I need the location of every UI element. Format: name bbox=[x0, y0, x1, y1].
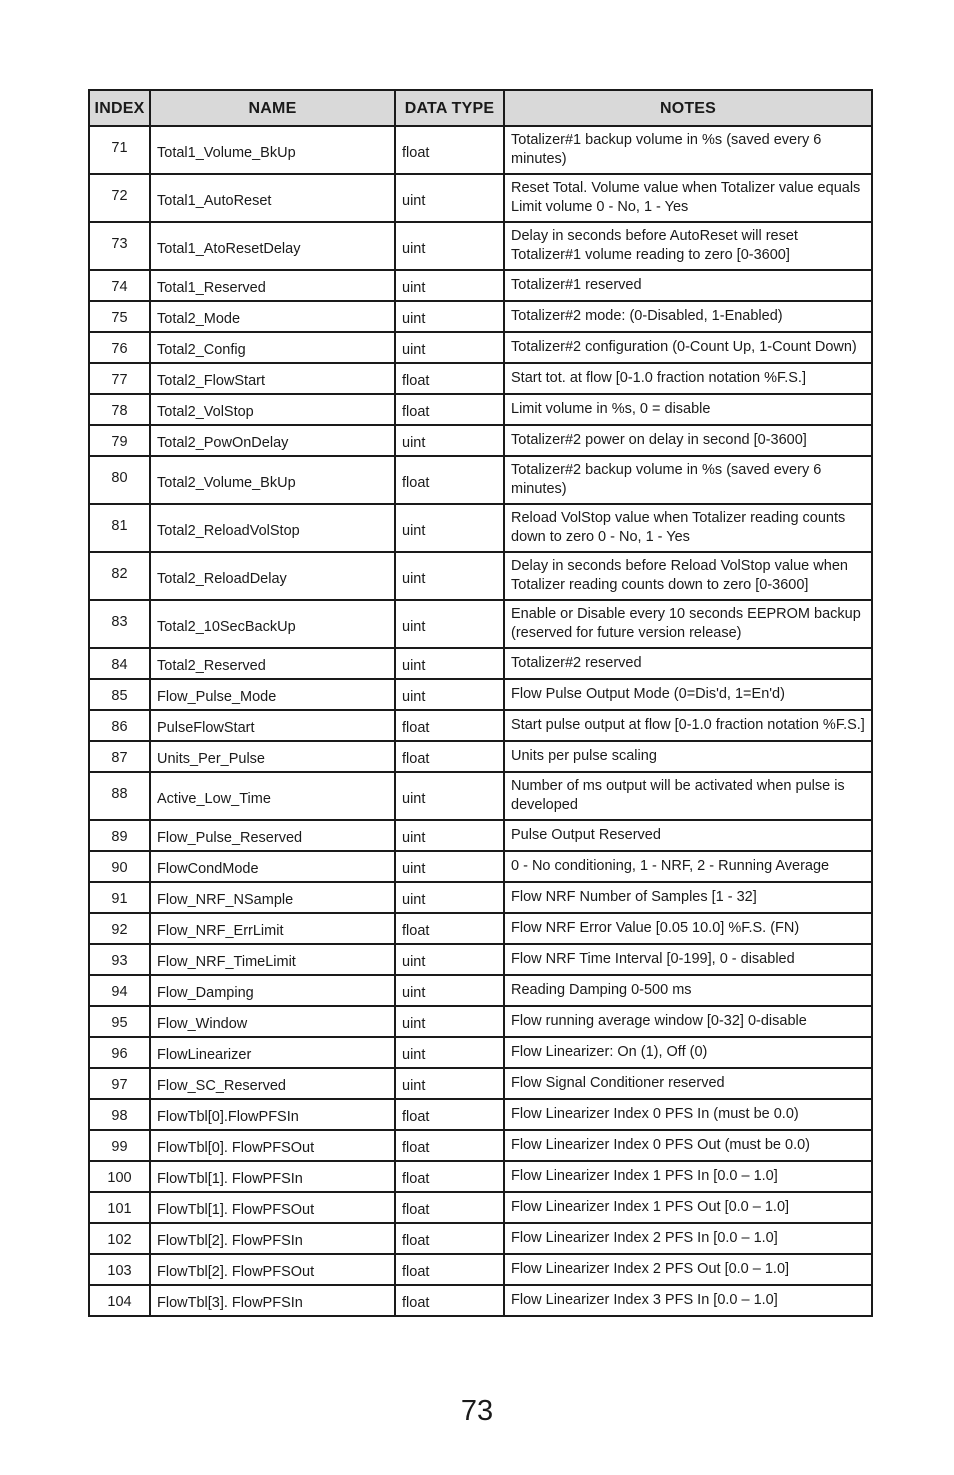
header-data-type: DATA TYPE bbox=[395, 90, 504, 126]
page-number: 73 bbox=[460, 1395, 494, 1427]
cell-data-type: float bbox=[395, 1130, 504, 1161]
cell-notes: Flow Linearizer Index 1 PFS In [0.0 – 1.0] bbox=[504, 1161, 872, 1192]
cell-name: Active_Low_Time bbox=[150, 772, 395, 820]
cell-data-type: uint bbox=[395, 1006, 504, 1037]
cell-notes: Limit volume in %s, 0 = disable bbox=[504, 394, 872, 425]
cell-index: 89 bbox=[89, 820, 150, 851]
header-row bbox=[89, 90, 872, 126]
cell-index: 85 bbox=[89, 679, 150, 710]
cell-name: Total2_10SecBackUp bbox=[150, 600, 395, 648]
cell-index: 99 bbox=[89, 1130, 150, 1161]
cell-data-type: uint bbox=[395, 882, 504, 913]
cell-index: 91 bbox=[89, 882, 150, 913]
cell-data-type: float bbox=[395, 363, 504, 394]
cell-data-type: uint bbox=[395, 600, 504, 648]
cell-data-type: uint bbox=[395, 552, 504, 600]
cell-index: 100 bbox=[89, 1161, 150, 1192]
cell-data-type: uint bbox=[395, 772, 504, 820]
cell-notes: Flow Pulse Output Mode (0=Dis'd, 1=En'd) bbox=[504, 679, 872, 710]
cell-index: 79 bbox=[89, 425, 150, 456]
cell-notes: 0 - No conditioning, 1 - NRF, 2 - Running Average bbox=[504, 851, 872, 882]
cell-notes: Delay in seconds before AutoReset will reset Totalizer#1 volume reading to zero [0-3600] bbox=[504, 222, 872, 270]
cell-index: 90 bbox=[89, 851, 150, 882]
table-row bbox=[89, 1099, 872, 1130]
cell-index: 71 bbox=[89, 126, 150, 174]
cell-data-type: float bbox=[395, 1223, 504, 1254]
cell-index: 102 bbox=[89, 1223, 150, 1254]
cell-data-type: float bbox=[395, 741, 504, 772]
cell-name: Total2_Volume_BkUp bbox=[150, 456, 395, 504]
cell-notes: Totalizer#2 configuration (0-Count Up, 1-Count Down) bbox=[504, 332, 872, 363]
table-row bbox=[89, 820, 872, 851]
cell-name: FlowLinearizer bbox=[150, 1037, 395, 1068]
cell-notes: Reload VolStop value when Totalizer reading counts down to zero 0 - No, 1 - Yes bbox=[504, 504, 872, 552]
cell-name: Total1_Reserved bbox=[150, 270, 395, 301]
table-header bbox=[89, 90, 872, 126]
table-row bbox=[89, 1285, 872, 1316]
cell-name: Total1_Volume_BkUp bbox=[150, 126, 395, 174]
cell-data-type: float bbox=[395, 1099, 504, 1130]
cell-name: Total2_ReloadDelay bbox=[150, 552, 395, 600]
cell-name: FlowTbl[1]. FlowPFSOut bbox=[150, 1192, 395, 1223]
cell-notes: Flow Linearizer Index 0 PFS Out (must be 0.0) bbox=[504, 1130, 872, 1161]
table-row bbox=[89, 648, 872, 679]
cell-notes: Pulse Output Reserved bbox=[504, 820, 872, 851]
table-row bbox=[89, 944, 872, 975]
cell-index: 104 bbox=[89, 1285, 150, 1316]
table-row bbox=[89, 1192, 872, 1223]
cell-name: Flow_Window bbox=[150, 1006, 395, 1037]
cell-data-type: float bbox=[395, 1161, 504, 1192]
cell-notes: Flow Linearizer Index 2 PFS In [0.0 – 1.0] bbox=[504, 1223, 872, 1254]
cell-data-type: uint bbox=[395, 648, 504, 679]
header-index: INDEX bbox=[89, 90, 150, 126]
table-row bbox=[89, 1037, 872, 1068]
cell-data-type: float bbox=[395, 394, 504, 425]
cell-data-type: uint bbox=[395, 975, 504, 1006]
table-row bbox=[89, 504, 872, 552]
table-row bbox=[89, 710, 872, 741]
table-row bbox=[89, 270, 872, 301]
cell-name: Total2_ReloadVolStop bbox=[150, 504, 395, 552]
cell-data-type: uint bbox=[395, 301, 504, 332]
cell-name: Total2_PowOnDelay bbox=[150, 425, 395, 456]
cell-notes: Start tot. at flow [0-1.0 fraction notation %F.S.] bbox=[504, 363, 872, 394]
cell-data-type: uint bbox=[395, 851, 504, 882]
cell-index: 75 bbox=[89, 301, 150, 332]
cell-data-type: float bbox=[395, 913, 504, 944]
cell-notes: Delay in seconds before Reload VolStop value when Totalizer reading counts down to zero [0-3600] bbox=[504, 552, 872, 600]
cell-index: 83 bbox=[89, 600, 150, 648]
header-name: NAME bbox=[150, 90, 395, 126]
cell-notes: Totalizer#2 backup volume in %s (saved every 6 minutes) bbox=[504, 456, 872, 504]
table-row bbox=[89, 222, 872, 270]
cell-data-type: uint bbox=[395, 820, 504, 851]
cell-index: 97 bbox=[89, 1068, 150, 1099]
table-row bbox=[89, 332, 872, 363]
cell-notes: Flow NRF Time Interval [0-199], 0 - disabled bbox=[504, 944, 872, 975]
cell-data-type: uint bbox=[395, 222, 504, 270]
cell-name: Flow_Pulse_Reserved bbox=[150, 820, 395, 851]
cell-name: PulseFlowStart bbox=[150, 710, 395, 741]
cell-notes: Totalizer#2 mode: (0-Disabled, 1-Enabled) bbox=[504, 301, 872, 332]
cell-name: Total2_FlowStart bbox=[150, 363, 395, 394]
table-row bbox=[89, 1130, 872, 1161]
cell-notes: Flow Linearizer Index 2 PFS Out [0.0 – 1.0] bbox=[504, 1254, 872, 1285]
table-row bbox=[89, 394, 872, 425]
cell-index: 77 bbox=[89, 363, 150, 394]
table-row bbox=[89, 1254, 872, 1285]
table-row bbox=[89, 772, 872, 820]
table-row bbox=[89, 1068, 872, 1099]
cell-notes: Flow Linearizer Index 1 PFS Out [0.0 – 1.0] bbox=[504, 1192, 872, 1223]
table-row bbox=[89, 1161, 872, 1192]
cell-index: 84 bbox=[89, 648, 150, 679]
cell-name: Total2_Reserved bbox=[150, 648, 395, 679]
cell-index: 103 bbox=[89, 1254, 150, 1285]
cell-data-type: uint bbox=[395, 425, 504, 456]
cell-index: 72 bbox=[89, 174, 150, 222]
cell-index: 93 bbox=[89, 944, 150, 975]
cell-data-type: float bbox=[395, 126, 504, 174]
cell-name: Total2_VolStop bbox=[150, 394, 395, 425]
cell-notes: Totalizer#1 reserved bbox=[504, 270, 872, 301]
cell-notes: Reading Damping 0-500 ms bbox=[504, 975, 872, 1006]
cell-name: Flow_NRF_NSample bbox=[150, 882, 395, 913]
table-row bbox=[89, 301, 872, 332]
cell-name: FlowTbl[0].FlowPFSIn bbox=[150, 1099, 395, 1130]
cell-name: FlowTbl[0]. FlowPFSOut bbox=[150, 1130, 395, 1161]
table-row bbox=[89, 741, 872, 772]
cell-notes: Totalizer#1 backup volume in %s (saved every 6 minutes) bbox=[504, 126, 872, 174]
cell-data-type: float bbox=[395, 1285, 504, 1316]
cell-notes: Flow running average window [0-32] 0-disable bbox=[504, 1006, 872, 1037]
cell-index: 101 bbox=[89, 1192, 150, 1223]
cell-name: FlowTbl[2]. FlowPFSOut bbox=[150, 1254, 395, 1285]
table-row bbox=[89, 975, 872, 1006]
cell-index: 98 bbox=[89, 1099, 150, 1130]
cell-index: 81 bbox=[89, 504, 150, 552]
table-body bbox=[89, 126, 872, 1316]
cell-name: Flow_SC_Reserved bbox=[150, 1068, 395, 1099]
header-notes: NOTES bbox=[504, 90, 872, 126]
cell-notes: Flow Linearizer Index 0 PFS In (must be 0.0) bbox=[504, 1099, 872, 1130]
cell-name: Total2_Mode bbox=[150, 301, 395, 332]
cell-data-type: uint bbox=[395, 332, 504, 363]
cell-name: Flow_Damping bbox=[150, 975, 395, 1006]
cell-notes: Start pulse output at flow [0-1.0 fraction notation %F.S.] bbox=[504, 710, 872, 741]
table-row bbox=[89, 913, 872, 944]
table-row bbox=[89, 456, 872, 504]
table-row bbox=[89, 851, 872, 882]
table-row bbox=[89, 126, 872, 174]
cell-data-type: uint bbox=[395, 944, 504, 975]
cell-index: 96 bbox=[89, 1037, 150, 1068]
cell-name: Flow_NRF_TimeLimit bbox=[150, 944, 395, 975]
cell-index: 80 bbox=[89, 456, 150, 504]
table-row bbox=[89, 363, 872, 394]
cell-name: FlowTbl[1]. FlowPFSIn bbox=[150, 1161, 395, 1192]
cell-name: Flow_Pulse_Mode bbox=[150, 679, 395, 710]
cell-index: 95 bbox=[89, 1006, 150, 1037]
cell-index: 92 bbox=[89, 913, 150, 944]
cell-name: Units_Per_Pulse bbox=[150, 741, 395, 772]
cell-name: FlowTbl[3]. FlowPFSIn bbox=[150, 1285, 395, 1316]
cell-index: 88 bbox=[89, 772, 150, 820]
table-row bbox=[89, 882, 872, 913]
cell-name: FlowCondMode bbox=[150, 851, 395, 882]
cell-name: FlowTbl[2]. FlowPFSIn bbox=[150, 1223, 395, 1254]
cell-data-type: uint bbox=[395, 174, 504, 222]
cell-index: 87 bbox=[89, 741, 150, 772]
table-row bbox=[89, 600, 872, 648]
cell-data-type: uint bbox=[395, 1037, 504, 1068]
cell-notes: Totalizer#2 power on delay in second [0-3600] bbox=[504, 425, 872, 456]
table-row bbox=[89, 425, 872, 456]
cell-notes: Flow NRF Error Value [0.05 10.0] %F.S. (FN) bbox=[504, 913, 872, 944]
cell-index: 76 bbox=[89, 332, 150, 363]
cell-notes: Flow NRF Number of Samples [1 - 32] bbox=[504, 882, 872, 913]
cell-name: Total1_AutoReset bbox=[150, 174, 395, 222]
cell-notes: Totalizer#2 reserved bbox=[504, 648, 872, 679]
cell-notes: Flow Linearizer: On (1), Off (0) bbox=[504, 1037, 872, 1068]
table-row bbox=[89, 552, 872, 600]
cell-name: Flow_NRF_ErrLimit bbox=[150, 913, 395, 944]
cell-index: 94 bbox=[89, 975, 150, 1006]
cell-index: 86 bbox=[89, 710, 150, 741]
table-row bbox=[89, 174, 872, 222]
cell-data-type: uint bbox=[395, 1068, 504, 1099]
cell-notes: Enable or Disable every 10 seconds EEPROM backup (reserved for future version release) bbox=[504, 600, 872, 648]
register-table bbox=[88, 89, 873, 1317]
cell-name: Total2_Config bbox=[150, 332, 395, 363]
cell-notes: Number of ms output will be activated when pulse is developed bbox=[504, 772, 872, 820]
cell-index: 74 bbox=[89, 270, 150, 301]
cell-data-type: uint bbox=[395, 679, 504, 710]
register-table-container bbox=[88, 89, 871, 1317]
cell-data-type: uint bbox=[395, 270, 504, 301]
cell-notes: Flow Linearizer Index 3 PFS In [0.0 – 1.0] bbox=[504, 1285, 872, 1316]
cell-data-type: float bbox=[395, 1254, 504, 1285]
cell-name: Total1_AtoResetDelay bbox=[150, 222, 395, 270]
cell-data-type: float bbox=[395, 710, 504, 741]
cell-index: 73 bbox=[89, 222, 150, 270]
cell-index: 82 bbox=[89, 552, 150, 600]
cell-index: 78 bbox=[89, 394, 150, 425]
cell-notes: Units per pulse scaling bbox=[504, 741, 872, 772]
cell-notes: Reset Total. Volume value when Totalizer value equals Limit volume 0 - No, 1 - Yes bbox=[504, 174, 872, 222]
cell-data-type: uint bbox=[395, 504, 504, 552]
table-row bbox=[89, 1223, 872, 1254]
cell-data-type: float bbox=[395, 456, 504, 504]
table-row bbox=[89, 1006, 872, 1037]
cell-notes: Flow Signal Conditioner reserved bbox=[504, 1068, 872, 1099]
cell-data-type: float bbox=[395, 1192, 504, 1223]
table-row bbox=[89, 679, 872, 710]
